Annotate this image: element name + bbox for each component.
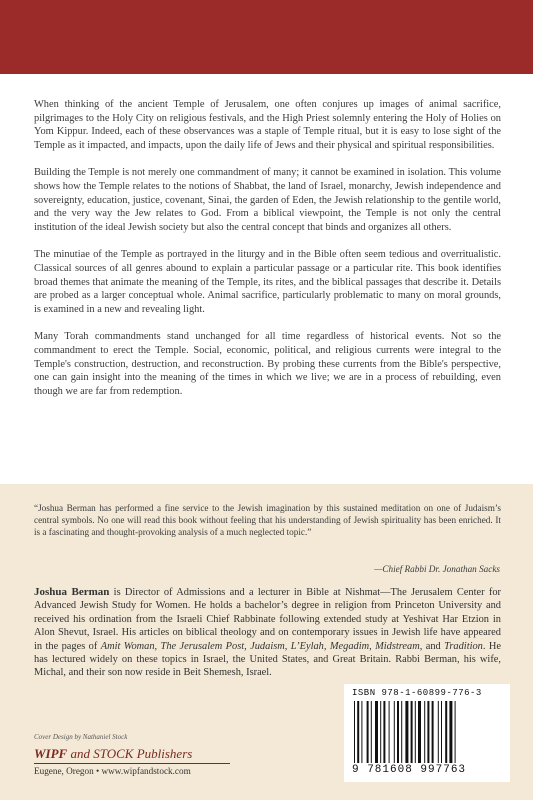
bio-and: and <box>422 640 445 652</box>
barcode-icon <box>352 701 502 763</box>
author-name: Joshua Berman <box>34 586 110 598</box>
bio-text-1: is Director of Admissions and a lecturer in Bible at Nishmat—The Jerusalem Center for Advanced Jewish Study for Women. He holds a bachelor’s degree in religion from Princeton University and received his ordination from the Israeli Chief Rabbinate following extended study at Yeshivat Har Etzion in Alon Shevut, Israel. His articles on biblical theology and on contemporary issues in Jewish life have appeared in the pages of <box>34 587 501 652</box>
publisher-name-bold: WIPF <box>34 746 68 761</box>
description-text <box>34 98 501 412</box>
publisher-name-rest: and STOCK Publishers <box>67 746 193 761</box>
bio-text-2: . He has lectured widely on these topics in Israel, the United States, and Great Britain. Rabbi Berman, his wife, Michal, and their son now reside in Beit Shemesh, Israel. <box>34 640 501 679</box>
paragraph-3: The minutiae of the Temple as portrayed in the liturgy and in the Bible often seem tedious and overritualistic. Classical sources of all genres abound to explain a particular passage or a particular rite. This book identifies broad themes that animate the meaning of the Temple, its rites, and the biblical passages that describe it. Details are probed as a larger conceptual whole. Animal sacrifice, particularly problematic to many on moral grounds, is examined in a new and revealing light. <box>34 249 501 315</box>
isbn-label: ISBN 978-1-60899-776-3 <box>352 688 482 698</box>
paragraph-1: When thinking of the ancient Temple of Jerusalem, one often conjures up images of animal sacrifice, pilgrimages to the Holy City on religious festivals, and the High Priest solemnly entering the Holy of Holies on Yom Kippur. Indeed, each of these observances was a staple of Temple ritual, but it is easy to lose sight of the Temple as it impacted, and impacts, upon the daily life of Jews and their physical and spiritual responsibilities. <box>34 99 501 151</box>
author-bio <box>34 586 501 680</box>
paragraph-4: Many Torah commandments stand unchanged for all time regardless of historical events. Not so the commandment to erect the Temple. Social, economic, political, and religious currents were integral to the Temple's construction, destruction, and reconstruction. By probing these currents from the Bible's perspective, one can gain insight into the meaning of the times in which we live; we are in a process of rebuilding, even though we are far from redemption. <box>34 331 501 397</box>
bio-publications-1: Amit Woman, The Jerusalem Post, Judaism, L’Eylah, Megadim, Midstream, <box>100 640 423 652</box>
barcode-number: 9 781608 997763 <box>352 764 467 776</box>
barcode-box <box>344 684 510 782</box>
quote-attribution: —Chief Rabbi Dr. Jonathan Sacks <box>374 564 500 574</box>
top-color-band <box>0 0 533 74</box>
cover-design-credit: Cover Design by Nathaniel Stock <box>34 733 128 741</box>
bio-publications-2: Tradition <box>444 640 483 652</box>
endorsement-quote: “Joshua Berman has performed a fine service to the Jewish imagination by this sustained meditation on one of Judaism’s central symbols. No one will read this book without feeling that his understanding of Jewish spirituality has been enriched. It is a fascinating and thought-provoking analysis of a much neglected topic.” <box>34 503 501 537</box>
paragraph-2: Building the Temple is not merely one commandment of many; it cannot be examined in isolation. This volume shows how the Temple relates to the notions of Shabbat, the land of Israel, monarchy, Jewish independence and sovereignty, education, justice, covenant, Sinai, the garden of Eden, the Jewish relationship to the gentile world, and the very way the Jew relates to God. From a biblical viewpoint, the Temple is not only the central institution of the ideal Jewish society but also the central concept that binds and organizes all others. <box>34 167 501 233</box>
publisher-location: Eugene, Oregon • www.wipfandstock.com <box>34 766 191 776</box>
publisher-logo <box>34 746 230 764</box>
